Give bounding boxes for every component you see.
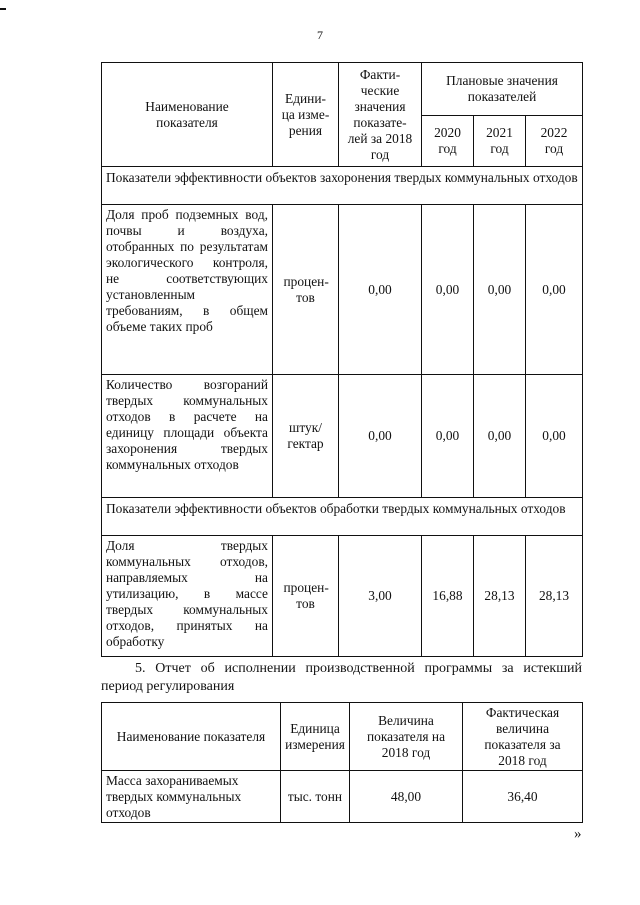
indicator-name: Доля проб подземных вод, почвы и воздуха, отобранных по результатам экологического контроля, не соответствующих установленным требованиям, в общем объеме таких проб [102,205,273,375]
header-year-2021: 2021 год [474,116,526,167]
actual-value: 0,00 [339,205,422,375]
header-year-2022: 2022 год [526,116,583,167]
table-row [102,771,583,823]
table-row [102,375,583,498]
header-indicator-name: Наименование показателя [102,63,273,167]
header-unit: Едини-ца изме-рения [273,63,339,167]
indicator-unit: штук/ гектар [273,375,339,498]
value-2020: 0,00 [422,375,474,498]
value-2022: 0,00 [526,375,583,498]
header-year-2020: 2020 год [422,116,474,167]
table-row [102,205,583,375]
section-row-disposal [102,167,583,205]
header-actual-value-2018: Фактическая величина показателя за 2018 год [463,703,583,771]
actual-value: 0,00 [339,375,422,498]
header-unit: Единица измерения [281,703,350,771]
value-2021: 0,00 [474,375,526,498]
planned-value: 48,00 [350,771,463,823]
actual-value: 3,00 [339,536,422,657]
margin-mark [0,8,6,10]
indicator-name: Количество возгораний твердых коммунальных отходов в расчете на единицу площади объекта захоронения твердых коммунальных отходов [102,375,273,498]
section-5-paragraph [101,660,582,696]
closing-quote-mark: » [574,826,582,842]
indicator-name: Масса захораниваемых твердых коммунальных отходов [102,771,281,823]
value-2022: 0,00 [526,205,583,375]
page-number: 7 [317,28,323,42]
program-report-table [101,702,583,823]
value-2020: 0,00 [422,205,474,375]
performance-indicators-table [101,62,583,657]
value-2021: 28,13 [474,536,526,657]
section-row-processing [102,498,583,536]
header-actual-values: Факти-ческие значения показате-лей за 2018 год [339,63,422,167]
indicator-unit: процен-тов [273,205,339,375]
header-planned-values: Плановые значения показателей [422,63,583,116]
table-row [102,536,583,657]
value-2021: 0,00 [474,205,526,375]
actual-value: 36,40 [463,771,583,823]
header-indicator-name: Наименование показателя [102,703,281,771]
indicator-unit: тыс. тонн [281,771,350,823]
section-title-disposal: Показатели эффективности объектов захоронения твердых коммунальных отходов [102,167,583,205]
header-value-2018: Величина показателя на 2018 год [350,703,463,771]
value-2020: 16,88 [422,536,474,657]
section-5-text: 5. Отчет об исполнении производственной программы за истекший период регулирования [101,661,582,694]
value-2022: 28,13 [526,536,583,657]
indicator-unit: процен-тов [273,536,339,657]
indicator-name: Доля твердых коммунальных отходов, направляемых на утилизацию, в массе твердых коммунальных отходов, принятых на обработку [102,536,273,657]
section-title-processing: Показатели эффективности объектов обработки твердых коммунальных отходов [102,498,583,536]
